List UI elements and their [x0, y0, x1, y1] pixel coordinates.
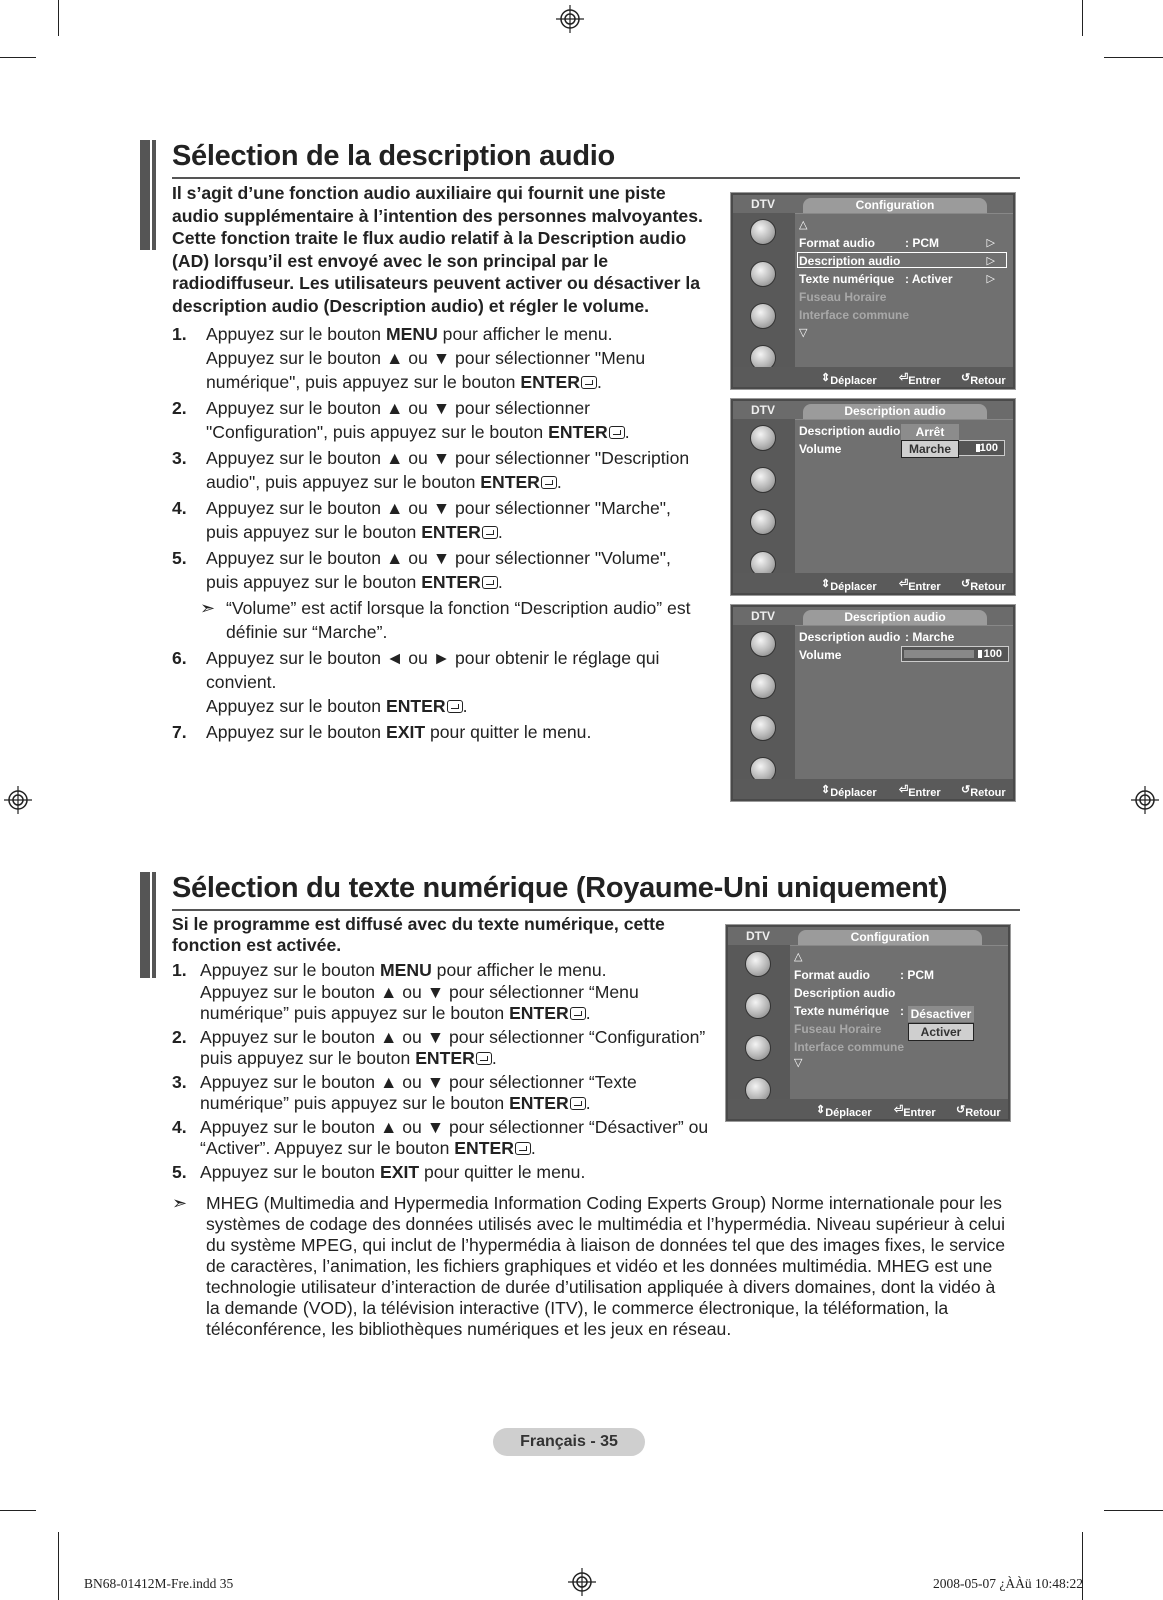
step-number: 1.	[172, 960, 187, 980]
enter-icon	[447, 700, 463, 713]
osd-row-format-audio[interactable]: Format audio : PCM	[794, 968, 934, 982]
mheg-text: MHEG (Multimedia and Hypermedia Information Coding Experts Group) Norme internationale pour les systèmes de codage des données utilisés avec le multimédia et l’hypermédia. Niveau supérieur à celui du système MPEG, qui inclut de l’hypermédia à liaison de données tel que des images fixes, le service de caractères, l’animation, les fichiers graphiques et vidéo et les données multimédia. MHEG est une technologie utilisateur d’interaction de durée d’utilisation appliquée à divers domaines, dont la vidéo à la demande (VOD), la télévision interactive (ITV), le commerce électronique, la téléformation, la téléconférence, les bibliothèques numériques et les jeux en réseau.	[206, 1193, 1005, 1339]
button-name: ENTER	[509, 1003, 569, 1023]
osd-footer	[733, 573, 1013, 593]
picture-menu-icon	[750, 631, 776, 657]
step-item	[172, 720, 702, 744]
step-text: pour quitter le menu.	[425, 722, 592, 742]
button-name: ENTER	[421, 522, 481, 542]
section-accent-bar	[140, 872, 150, 978]
step-text: Appuyez sur le bouton ▲ ou ▼ pour sélectionner "Menu numérique", puis appuyez sur le bouton	[206, 348, 646, 392]
osd-row-fuseau-horaire: Fuseau Horaire	[794, 1022, 882, 1036]
step-text: Appuyez sur le bouton ▲ ou ▼ pour sélectionner "Configuration", puis appuyez sur le bouton	[206, 398, 590, 442]
osd-row-texte-numerique[interactable]: Texte numérique :	[794, 1004, 904, 1018]
osd-icon-column	[733, 625, 795, 779]
osd-row-volume[interactable]: Volume	[799, 442, 842, 456]
scroll-up-icon: △	[799, 219, 808, 231]
step-item	[172, 322, 702, 394]
step-text: .	[497, 522, 503, 542]
picture-menu-icon	[750, 425, 776, 451]
osd-header	[728, 927, 1008, 945]
osd-volume-menu	[731, 605, 1015, 801]
enter-icon	[609, 426, 625, 439]
osd-footer	[733, 779, 1013, 799]
osd-row-fuseau-horaire: Fuseau Horaire	[799, 290, 887, 304]
osd-tab: Configuration	[803, 198, 987, 213]
steps-list	[172, 960, 712, 1185]
sound-menu-icon	[750, 261, 776, 287]
step-item	[172, 496, 702, 544]
button-name: MENU	[379, 960, 432, 980]
button-name: MENU	[385, 324, 438, 344]
sound-menu-icon	[745, 993, 771, 1019]
osd-row-description-audio[interactable]: Description audio	[794, 986, 896, 1000]
step-number: 4.	[172, 498, 187, 518]
osd-icon-column	[733, 213, 795, 367]
submenu-arrow-icon: ▷	[986, 255, 995, 267]
mheg-note	[172, 1193, 1012, 1340]
section-title: Sélection de la description audio	[172, 140, 615, 172]
step-text: Appuyez sur le bouton	[200, 960, 380, 980]
osd-dtv-label: DTV	[751, 403, 775, 417]
step-text: Appuyez sur le bouton ▲ ou ▼ pour sélectionner “Configuration” puis appuyez sur le bouton	[200, 1026, 706, 1068]
step-text: Appuyez sur le bouton ▲ ou ▼ pour sélectionner “Désactiver” ou “Activer”. Appuyez sur le bouton	[200, 1116, 709, 1158]
step-text: Appuyez sur le bouton ◄ ou ► pour obtenir le réglage qui convient.	[206, 648, 660, 692]
registration-mark-icon	[4, 786, 32, 814]
crop-mark	[58, 1532, 59, 1600]
button-name: EXIT	[385, 722, 426, 742]
option-marche[interactable]: Marche	[901, 440, 959, 458]
osd-body	[790, 945, 1008, 1099]
step-item	[172, 646, 702, 718]
step-text: .	[624, 422, 630, 442]
osd-tab: Configuration	[798, 930, 982, 945]
osd-footer	[728, 1099, 1008, 1119]
step-text: .	[585, 1093, 591, 1113]
osd-row-volume[interactable]: Volume	[799, 648, 842, 662]
osd-row-interface-commune: Interface commune	[794, 1040, 905, 1054]
crop-mark	[0, 57, 36, 58]
sound-menu-icon	[750, 467, 776, 493]
volume-value: 100	[979, 442, 998, 454]
osd-row-description-audio[interactable]: Description audio	[799, 424, 901, 438]
osd-dtv-label: DTV	[751, 609, 775, 623]
step-number: 3.	[172, 448, 187, 468]
step-number: 5.	[172, 548, 187, 568]
osd-footer	[733, 367, 1013, 387]
osd-header	[733, 195, 1013, 213]
step-item	[172, 446, 702, 494]
osd-tab: Description audio	[803, 610, 987, 625]
step-item	[172, 1072, 712, 1115]
step-item	[172, 546, 702, 594]
button-name: ENTER	[385, 696, 446, 716]
step-text: pour afficher le menu.	[437, 324, 613, 344]
osd-row-interface-commune: Interface commune	[799, 308, 910, 322]
submenu-arrow-icon: ▷	[986, 273, 995, 285]
registration-mark-icon	[568, 1568, 596, 1596]
step-number: 2.	[172, 398, 187, 418]
crop-mark	[58, 0, 59, 36]
step-text: .	[556, 472, 562, 492]
button-name: ENTER	[421, 572, 481, 592]
step-text: Appuyez sur le bouton ▲ ou ▼ pour sélectionner "Volume", puis appuyez sur le bouton	[206, 548, 671, 592]
enter-icon	[570, 1097, 586, 1110]
date-slug: 2008-05-07 ¿ÀÀü 10:48:22	[933, 1576, 1083, 1591]
scroll-up-icon: △	[794, 951, 803, 963]
enter-icon	[515, 1142, 531, 1155]
submenu-arrow-icon: ▷	[986, 237, 995, 249]
scroll-down-icon: ▽	[799, 327, 808, 339]
footer-enter: ⏎ Entrer	[899, 784, 941, 799]
crop-mark	[0, 1510, 36, 1511]
osd-body	[795, 419, 1013, 573]
step-text: Appuyez sur le bouton	[206, 324, 386, 344]
footer-enter: ⏎ Entrer	[899, 578, 941, 593]
section-accent-bar	[152, 872, 156, 978]
button-name: ENTER	[480, 472, 540, 492]
button-name: EXIT	[379, 1161, 420, 1182]
osd-icon-column	[733, 419, 795, 573]
step-text: Appuyez sur le bouton	[206, 696, 386, 716]
step-text: Appuyez sur le bouton ▲ ou ▼ pour sélectionner “Texte numérique” puis appuyez sur le bouton	[200, 1071, 637, 1113]
step-text: Appuyez sur le bouton	[206, 722, 386, 742]
volume-fill	[904, 650, 974, 658]
button-name: ENTER	[509, 1093, 569, 1113]
step-text: .	[462, 696, 468, 716]
step-number: 1.	[172, 324, 187, 344]
footer-move: ⇕ Déplacer	[816, 1104, 872, 1119]
picture-menu-icon	[745, 951, 771, 977]
step-text: Appuyez sur le bouton ▲ ou ▼ pour sélectionner "Description audio", puis appuyez sur le bouton	[206, 448, 690, 492]
osd-row-format-audio[interactable]: Format audio : PCM	[799, 236, 939, 250]
footer-back: ↺ Retour	[961, 372, 1006, 387]
setup-menu-icon	[750, 715, 776, 741]
footer-move: ⇕ Déplacer	[821, 372, 877, 387]
osd-tab: Description audio	[803, 404, 987, 419]
enter-icon	[581, 376, 597, 389]
step-number: 2.	[172, 1026, 187, 1047]
file-slug: BN68-01412M-Fre.indd 35	[84, 1576, 234, 1591]
picture-menu-icon	[750, 219, 776, 245]
step-text: .	[497, 572, 503, 592]
step-number: 3.	[172, 1071, 187, 1092]
option-activer[interactable]: Activer	[908, 1023, 974, 1041]
sound-menu-icon	[750, 673, 776, 699]
volume-knob	[978, 650, 982, 658]
footer-back: ↺ Retour	[961, 784, 1006, 799]
step-item	[172, 1117, 712, 1160]
button-name: ENTER	[520, 372, 580, 392]
note-arrow-icon: ➣	[200, 598, 216, 618]
step-item	[172, 1162, 712, 1184]
section-intro: Il s’agit d’une fonction audio auxiliaire qui fournit une piste audio supplémentaire à l’intention des personnes malvoyantes. Cette fonction traite le flux audio relatif à la Description audio (AD) lorsqu’il est envoyé avec le son principal par le radiodiffuseur. Les utilisateurs peuvent activer ou désactiver la description audio (Description audio) et régler le volume.	[172, 183, 703, 316]
setup-menu-icon	[750, 303, 776, 329]
step-text: Appuyez sur le bouton ▲ ou ▼ pour sélectionner "Marche", puis appuyez sur le bouton	[206, 498, 671, 542]
osd-dtv-label: DTV	[746, 929, 770, 943]
osd-header	[733, 607, 1013, 625]
setup-menu-icon	[750, 509, 776, 535]
enter-icon	[482, 526, 498, 539]
section-title: Sélection du texte numérique (Royaume-Uni uniquement)	[172, 872, 948, 904]
osd-row-texte-numerique[interactable]: Texte numérique : Activer	[799, 272, 953, 286]
osd-body	[795, 625, 1013, 779]
step-note	[172, 596, 702, 644]
step-item	[172, 396, 702, 444]
note-text: “Volume” est actif lorsque la fonction “Description audio” est définie sur “Marche”.	[226, 598, 691, 642]
page-number: Français - 35	[493, 1428, 645, 1456]
option-desactiver[interactable]: Désactiver	[908, 1006, 974, 1022]
enter-icon	[482, 576, 498, 589]
step-item	[172, 960, 712, 1025]
osd-row-description-audio[interactable]: Description audio	[799, 254, 901, 268]
footer-move: ⇕ Déplacer	[821, 578, 877, 593]
crop-mark	[1104, 57, 1163, 58]
button-name: ENTER	[454, 1138, 514, 1158]
section-accent-bar	[152, 140, 156, 250]
scroll-down-icon: ▽	[794, 1057, 803, 1069]
step-item	[172, 1027, 712, 1070]
step-number: 4.	[172, 1116, 187, 1137]
step-text: pour quitter le menu.	[419, 1161, 586, 1182]
enter-icon	[570, 1007, 586, 1020]
crop-mark	[1082, 0, 1083, 36]
footer-back: ↺ Retour	[956, 1104, 1001, 1119]
button-name: ENTER	[415, 1048, 475, 1068]
enter-icon	[476, 1052, 492, 1065]
step-number: 6.	[172, 648, 187, 668]
step-text: .	[596, 372, 602, 392]
step-number: 5.	[172, 1161, 187, 1182]
osd-icon-column	[728, 945, 790, 1099]
osd-configuration-menu	[731, 193, 1015, 389]
steps-list	[172, 322, 702, 746]
volume-value: 100	[983, 648, 1002, 660]
step-text: .	[585, 1003, 591, 1023]
step-text: Appuyez sur le bouton ▲ ou ▼ pour sélectionner “Menu numérique” puis appuyez sur le bouton	[200, 981, 639, 1023]
registration-mark-icon	[556, 5, 584, 33]
crop-mark	[1104, 1510, 1163, 1511]
section-accent-bar	[140, 140, 150, 250]
step-text: .	[530, 1138, 536, 1158]
step-number: 7.	[172, 722, 187, 742]
section-rule	[172, 177, 1020, 179]
step-text: pour afficher le menu.	[431, 960, 607, 980]
setup-menu-icon	[745, 1035, 771, 1061]
enter-icon	[541, 476, 557, 489]
step-text: .	[491, 1048, 497, 1068]
osd-dtv-label: DTV	[751, 197, 775, 211]
registration-mark-icon	[1131, 786, 1159, 814]
osd-row-description-audio[interactable]: Description audio : Marche	[799, 630, 955, 644]
footer-enter: ⏎ Entrer	[899, 372, 941, 387]
osd-description-audio-menu	[731, 399, 1015, 595]
section-intro: Si le programme est diffusé avec du texte numérique, cette fonction est activée.	[172, 914, 665, 955]
option-arret[interactable]: Arrêt	[901, 424, 959, 440]
step-text: Appuyez sur le bouton	[200, 1161, 380, 1182]
section-rule	[172, 909, 1020, 911]
volume-bar[interactable]	[901, 646, 1009, 662]
footer-enter: ⏎ Entrer	[894, 1104, 936, 1119]
note-arrow-icon: ➣	[172, 1193, 188, 1213]
osd-header	[733, 401, 1013, 419]
footer-move: ⇕ Déplacer	[821, 784, 877, 799]
osd-texte-numerique-menu	[726, 925, 1010, 1121]
button-name: ENTER	[548, 422, 608, 442]
osd-body	[795, 213, 1013, 367]
footer-back: ↺ Retour	[961, 578, 1006, 593]
